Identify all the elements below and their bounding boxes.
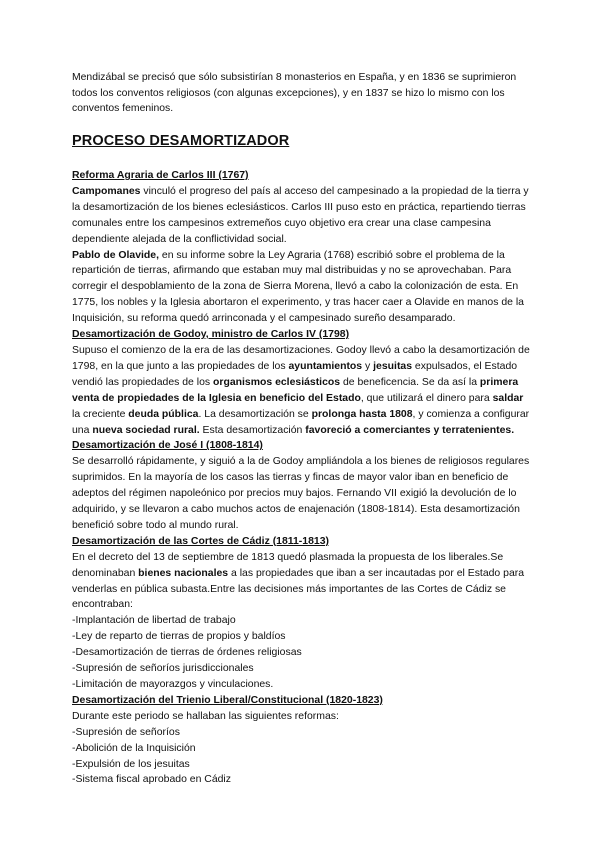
section-heading: Desamortización de José I (1808-1814) <box>72 440 263 452</box>
bold-text: Pablo de Olavide, <box>72 249 160 261</box>
intro-paragraph: Mendizábal se precisó que sólo subsistirían 8 monasterios en España, y en 1836 se suprimieron todos los conventos religiosos (con algunas excepciones), y en 1837 se hizo lo mismo con los conventos femeninos. <box>72 72 517 114</box>
list-item: -Implantación de libertad de trabajo <box>72 615 236 627</box>
list-item: -Ley de reparto de tierras de propios y baldíos <box>72 631 286 643</box>
bold-text: ayuntamientos <box>288 360 363 372</box>
section-heading: Desamortización del Trienio Liberal/Constitucional (1820-1823) <box>72 694 383 706</box>
text-run: , y comienza a configurar una <box>72 408 530 436</box>
document-title: PROCESO DESAMORTIZADOR <box>72 133 290 149</box>
bold-text: jesuitas <box>373 360 413 372</box>
list-item: -Sistema fiscal aprobado en Cádiz <box>72 774 231 786</box>
section <box>72 534 532 693</box>
bold-text: primera venta de propiedades de la Iglesia en beneficio del Estado <box>72 376 519 404</box>
text-run: en su informe sobre la Ley Agraria (1768) escribió sobre el problema de la repartición de tierras, afirmando que estaban muy mal distribuidas y no se aprovechaban. Para corregir el despoblamiento de la zona de Sierra Morena, llevó a cabo la colonización de esta. En 1775, los nobles y la Iglesia abortaron el experimento, y tras hacer caer a Olavide en manos de la Inquisición, su reforma quedó arrinconada y el campesinado sureño desamparado. <box>72 249 524 325</box>
text-run: de beneficencia. Se da así la <box>340 376 480 388</box>
text-run: Supuso el comienzo de la era de las desamortizaciones. Godoy llevó a cabo la desamortización de 1798, en la que junto a las propiedades de los <box>72 344 530 372</box>
bold-text: nueva sociedad rural. <box>92 424 200 436</box>
text-run: la creciente <box>72 408 129 420</box>
list-item: -Desamortización de tierras de órdenes religiosas <box>72 647 302 659</box>
text-run: Esta desamortización <box>199 424 306 436</box>
bold-text: saldar <box>492 392 524 404</box>
bold-text: organismos eclesiásticos <box>213 376 341 388</box>
list-item: -Abolición de la Inquisición <box>72 742 196 754</box>
text-run: , que utilizará el dinero para <box>360 392 493 404</box>
paragraph <box>72 184 532 248</box>
bold-text: favoreció a comerciantes y terratenientes. <box>305 424 515 436</box>
section-heading: Reforma Agraria de Carlos III (1767) <box>72 170 249 181</box>
section <box>72 168 532 327</box>
list-item: -Expulsión de los jesuitas <box>72 758 190 770</box>
paragraph <box>72 248 532 328</box>
list-item: -Limitación de mayorazgos y vinculaciones. <box>72 679 274 690</box>
section-heading: Desamortización de Godoy, ministro de Carlos IV (1798) <box>72 329 350 341</box>
text-run: . La desamortización se <box>198 408 312 420</box>
document-body <box>72 168 532 788</box>
paragraph <box>72 550 532 614</box>
text-run: a las propiedades que iban a ser incautadas por el Estado para venderlas en pública subasta.Entre las decisiones más importantes de las Cortes de Cádiz se encontraban: <box>72 567 525 611</box>
bold-text: prolonga hasta 1808 <box>311 408 413 420</box>
text-run: Durante este periodo se hallaban las siguientes reformas: <box>72 710 339 722</box>
section <box>72 693 532 788</box>
paragraph <box>72 454 532 534</box>
text-run: vinculó el progreso del país al acceso del campesinado a la propiedad de la tierra y la desamortización de los bienes eclesiásticos. Carlos III puso esto en práctica, repartiendo tierras comunales entre los campesinos extremeños cuyo objetivo era crear una clase campesina dependiente alejada de la conflictividad social. <box>72 185 529 245</box>
section <box>72 438 532 533</box>
section-heading: Desamortización de las Cortes de Cádiz (1811-1813) <box>72 535 329 547</box>
text-run: En el decreto del 13 de septiembre de 1813 quedó plasmada la propuesta de los liberales.Se denominaban <box>72 551 504 579</box>
list-item: -Supresión de señoríos <box>72 726 180 738</box>
list-item: -Supresión de señoríos jurisdiccionales <box>72 663 254 675</box>
paragraph <box>72 343 532 438</box>
bold-text: bienes nacionales <box>138 567 229 579</box>
text-run: expulsados, el Estado vendió las propiedades de los <box>72 360 518 388</box>
bold-text: deuda pública <box>128 408 199 420</box>
paragraph <box>72 709 532 725</box>
text-run: Se desarrolló rápidamente, y siguió a la de Godoy ampliándola a los bienes de religiosos regulares suprimidos. En la mayoría de los casos las tierras y fincas de mayor valor iban en beneficio de adeptos del régimen napoleónico por precios muy bajos. Fernando VII exigió la devolución de lo adquirido, y se llevaron a cabo muchos actos de enajenación (1808-1814). Esta desamortización benefició sobre todo al mundo rural. <box>72 456 530 531</box>
section <box>72 327 532 438</box>
bold-text: Campomanes <box>72 185 141 197</box>
text-run: y <box>362 360 374 372</box>
